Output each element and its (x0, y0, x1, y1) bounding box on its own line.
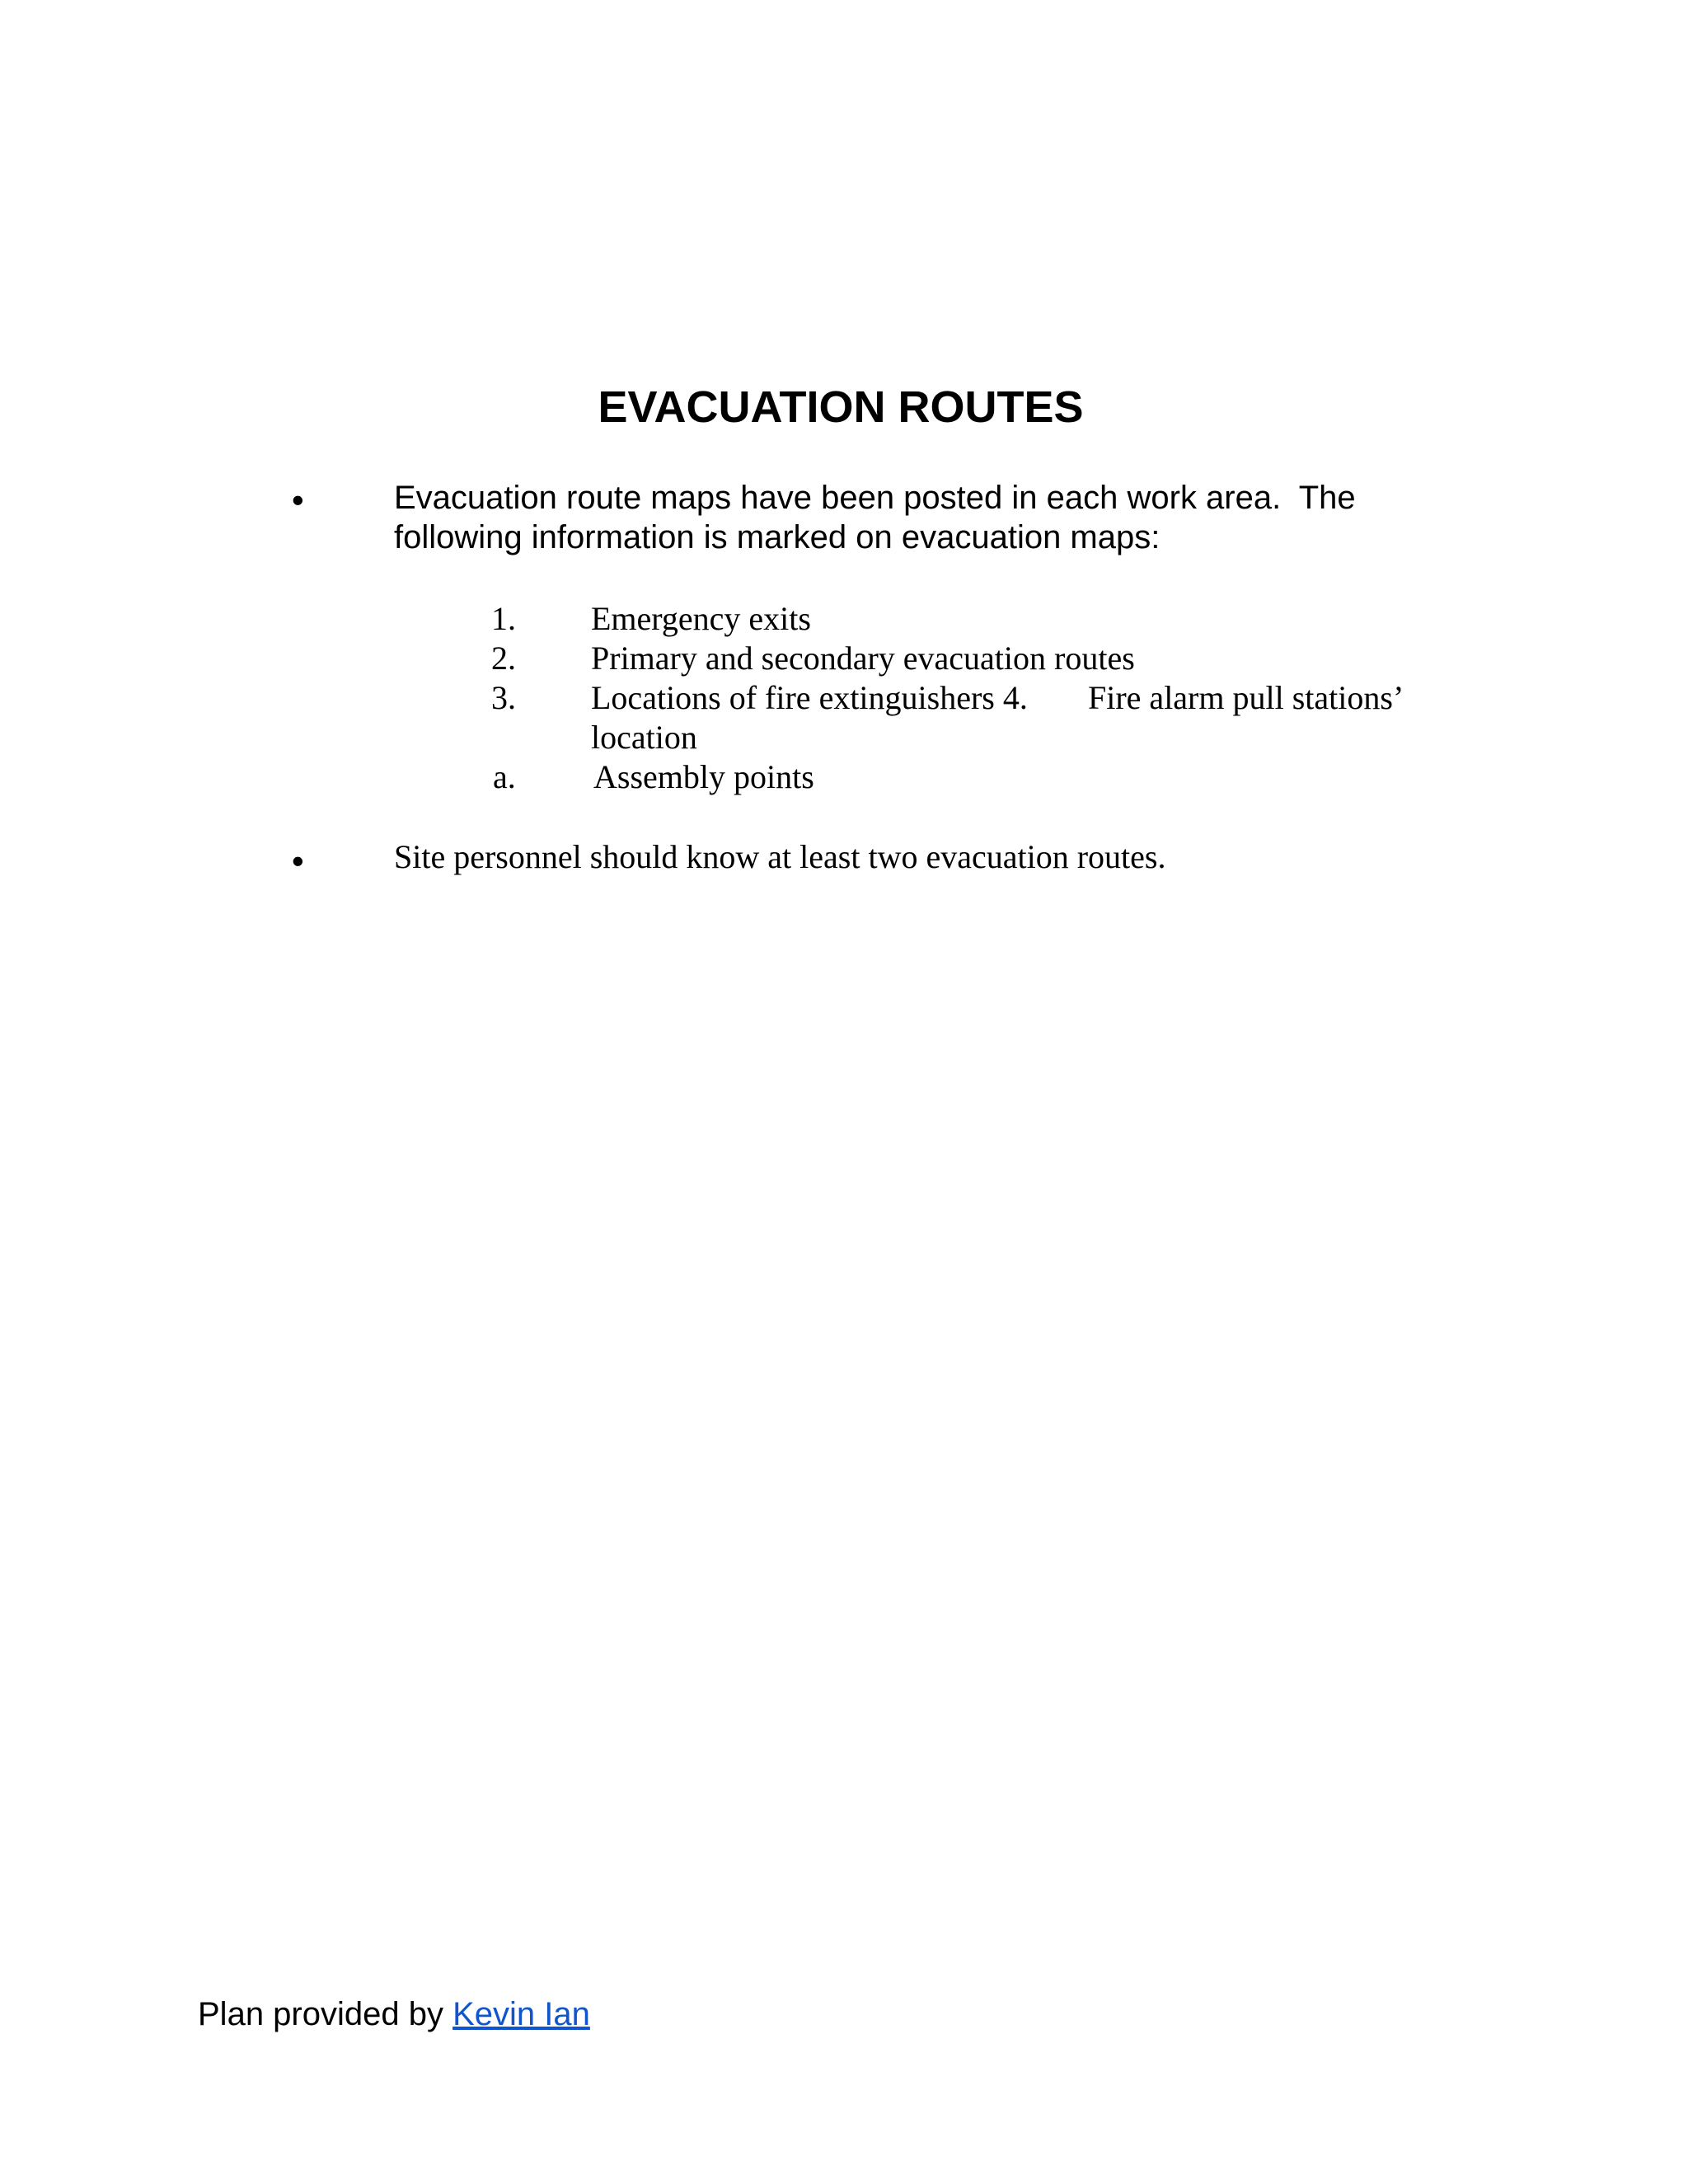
sub-item-text: Assembly points (593, 758, 814, 795)
list-item-text: Primary and secondary evacuation routes (591, 640, 1135, 677)
paragraph-line: following information is marked on evacuation maps: (394, 519, 1160, 555)
footer-prefix: Plan provided by (198, 1996, 453, 2032)
sub-item-letter: a. (493, 758, 516, 795)
list-item-text: Emergency exits (591, 600, 811, 637)
bullet-marker: • (292, 480, 304, 519)
list-item-number: 2. (491, 640, 516, 677)
page-title: EVACUATION ROUTES (598, 382, 1084, 432)
paragraph-line: Evacuation route maps have been posted in each work area. The (394, 480, 1356, 516)
bullet-paragraph (394, 478, 1465, 557)
list-item-text: Locations of fire extinguishers 4. (591, 679, 1028, 716)
author-link[interactable]: Kevin Ian (452, 1996, 590, 2032)
list-item-number: 3. (491, 679, 516, 716)
footer-credit (198, 1994, 590, 2034)
bullet-marker: • (292, 841, 304, 880)
list-item-continuation: location (591, 719, 697, 756)
bullet-paragraph: Site personnel should know at least two evacuation routes. (394, 838, 1166, 875)
list-item-text: Fire alarm pull stations’ (1088, 679, 1404, 716)
list-item-number: 1. (491, 600, 516, 637)
